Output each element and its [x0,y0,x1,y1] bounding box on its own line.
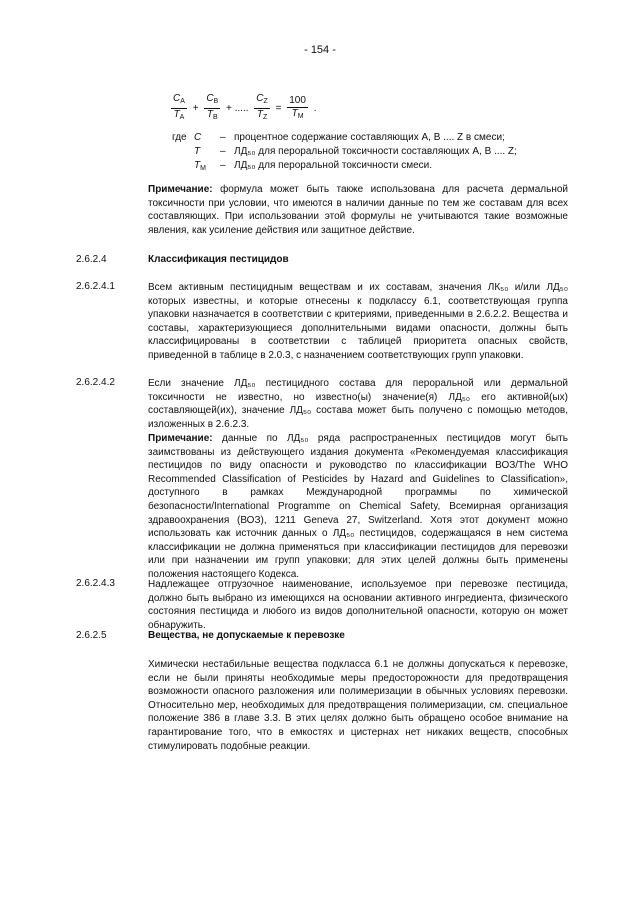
note-label: Примечание: [148,184,213,195]
section-number: 2.6.2.4.2 [76,377,115,388]
toxicity-formula: $\frac{C_A}{T_A}$ + $\frac{C_B}{T_B}$ + ..... $\frac{C_Z}{T_Z}$ = $\frac{100}{T_M}$ . [170,93,318,124]
section-title: Классификация пестицидов [148,254,289,265]
paragraph-2.6.2.4.2: Если значение ЛД₅₀ пестицидного состава для пероральной или дермальной токсичности не известно, но известно(ы) значение(я) ЛД₅₀ его активной(ых) составляющей(их), значение ЛД₅₀ состава может быть получено с помощью методов, изложенных в 2.6.2.3. [148,378,568,430]
section-number: 2.6.2.5 [76,630,107,641]
fraction-a: $\frac{C_A}{T_A}$ [173,93,185,121]
fraction-b: $\frac{C_B}{T_B}$ [206,93,219,121]
note-label: Примечание: [148,433,213,444]
section-title: Вещества, не допускаемые к перевозке [148,630,345,641]
paragraph-2.6.2.5: Химически нестабильные вещества подкласса 6.1 не должны допускаться к перевозке, если не были приняты необходимые меры предосторожности для предотвращения возможности опасного разложения или полимеризации в обычных условиях перевозки. Относительно мер, необходимых для предотвращения полимеризации, см. специальное положение 386 в главе 3.3. В этих целях должно быть обращено особое внимание на гарантирование того, что в емкостях и цистернах нет никаких веществ, способных стимулировать подобные реакции. [148,659,568,752]
fraction-z: $\frac{C_Z}{T_Z}$ [256,93,268,121]
note-formula: Примечание: формула может быть также использована для расчета дермальной токсичности при условии, что имеются в наличии данные по тем же составам для всех составляющих. При использовании этой формулы не учитываются такие возможные явления, как усиление действия или защитное действие. [148,184,568,236]
section-number: 2.6.2.4.1 [76,281,115,292]
legend-where: где [172,132,187,143]
fraction-mixture: $\frac{100}{T_M}$ [289,94,306,120]
section-number: 2.6.2.4.3 [76,578,115,589]
note-pesticides: Примечание: данные по ЛД₅₀ ряда распространенных пестицидов могут быть заимствованы из действующего издания документа «Рекомендуемая классификация пестицидов по виду опасности и руководство по классификации ВОЗ/The WHO Recommended Classification of Pesticides by Hazard and Guidelines to Classification», доступного в рамках Международной программы по химической безопасности/International Programme on Chemical Safety, Всемирная организация здравоохранения (ВОЗ), 1211 Geneva 27, Switzerland. Хотя этот документ можно использовать как источник данных о ЛД₅₀ пестицидов, содержащаяся в нем система классификации не должна применяться при классификации пестицидов для перевозки или при назначении им групп упаковки; для этих целей должны быть применены положения настоящего Кодекса. [148,433,568,580]
paragraph-2.6.2.4.3: Надлежащее отгрузочное наименование, используемое при перевозке пестицида, должно быть выбрано из имеющихся на основании активного ингредиента, физического состояния пестицида и любого из видов дополнительной опасности, которую он может обнаружить. [148,579,568,631]
section-number: 2.6.2.4 [76,254,107,265]
paragraph-2.6.2.4.1: Всем активным пестицидным веществам и их составам, значения ЛК₅₀ и/или ЛД₅₀ которых известны, и которые отнесены к подклассу 6.1, соответствующая группа упаковки назначается в соответствии с критериями, приведенными в 2.6.2.2. Вещества и составы, характеризующиеся дополнительными видами опасности, должны быть классифицированы в соответствии с таблицей приоритета опасных свойств, приведенной в таблице в 2.0.3, с назначением соответствующих групп упаковки. [148,282,568,361]
page-number: - 154 - [304,44,336,56]
